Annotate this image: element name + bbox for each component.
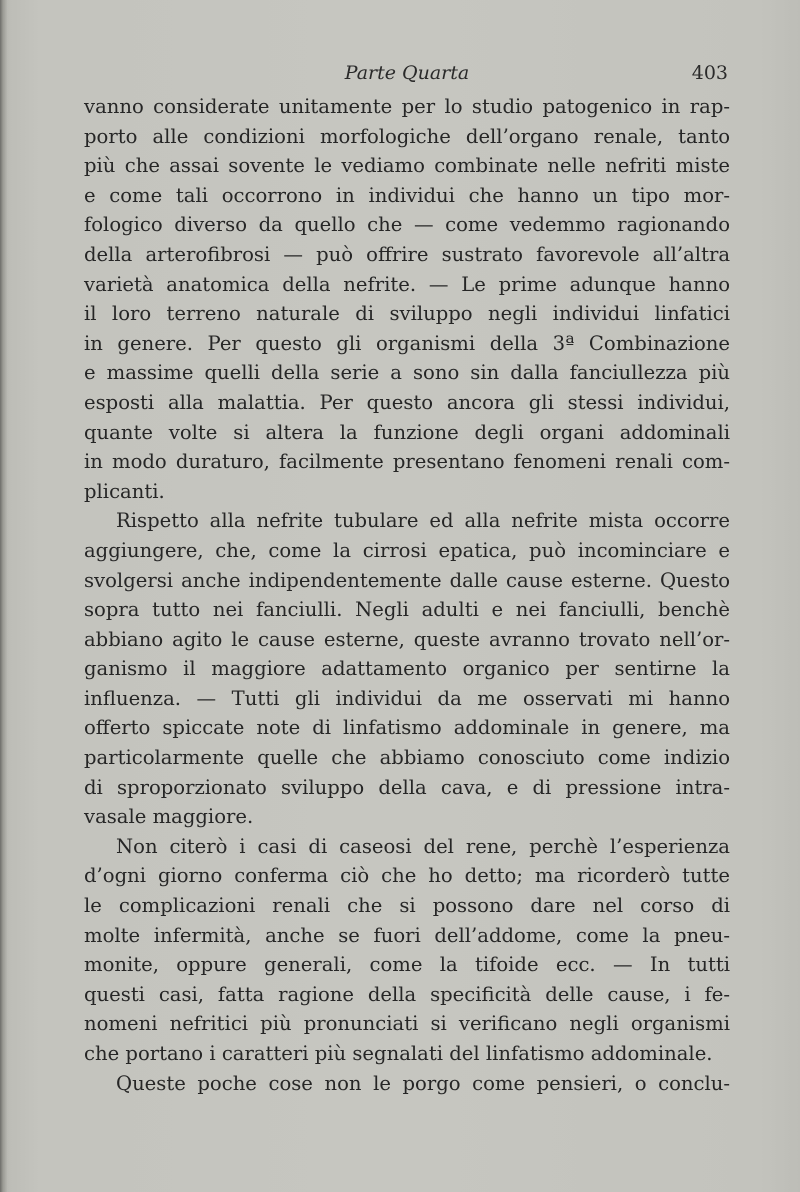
text-line: e come tali occorrono in individui che hanno un tipo mor-	[84, 183, 730, 207]
text-line: particolarmente quelle che abbiamo conosciuto come indizio	[84, 746, 730, 770]
text-line: il loro terreno naturale di sviluppo negli individui linfatici	[84, 302, 730, 326]
text-line: esposti alla malattia. Per questo ancora gli stessi individui,	[84, 390, 730, 414]
text-line: sopra tutto nei fanciulli. Negli adulti e nei fanciulli, benchè	[84, 598, 730, 622]
text-line: Non citerò i casi di caseosi del rene, perchè l’esperienza	[116, 834, 730, 858]
text-line: svolgersi anche indipendentemente dalle cause esterne. Questo	[84, 568, 730, 592]
paragraph	[84, 1069, 730, 1099]
text-line: in modo duraturo, facilmente presentano fenomeni renali com-	[84, 450, 730, 474]
text-line: vanno considerate unitamente per lo studio patogenico in rap-	[84, 95, 730, 118]
text-line: della arterofibrosi — può offrire sustrato favorevole all’altra	[84, 242, 730, 266]
text-line: e massime quelli della serie a sono sin dalla fanciullezza più	[84, 361, 730, 385]
text-line: nomeni nefritici più pronunciati si verificano negli organismi	[84, 1012, 730, 1036]
text-line: fologico diverso da quello che — come vedemmo ragionando	[84, 213, 730, 237]
text-line: varietà anatomica della nefrite. — Le prime adunque hanno	[84, 272, 730, 296]
text-line: influenza. — Tutti gli individui da me osservati mi hanno	[84, 686, 730, 710]
paragraph	[84, 92, 730, 506]
body-text	[84, 92, 730, 1098]
paragraph	[84, 506, 730, 832]
text-line: in genere. Per questo gli organismi della 3ª Combinazione	[84, 331, 730, 355]
text-line: Rispetto alla nefrite tubulare ed alla nefrite mista occorre	[116, 509, 730, 533]
page-number: 403	[691, 62, 728, 84]
text-line: di sproporzionato sviluppo della cava, e di pressione intra-	[84, 775, 730, 799]
text-line: abbiano agito le cause esterne, queste avranno trovato nell’or-	[84, 627, 730, 651]
text-line: porto alle condizioni morfologiche dell’organo renale, tanto	[84, 124, 730, 148]
text-line: le complicazioni renali che si possono dare nel corso di	[84, 894, 730, 918]
text-line: ganismo il maggiore adattamento organico per sentirne la	[84, 657, 730, 681]
paragraph	[84, 832, 730, 1069]
text-line: monite, oppure generali, come la tifoide ecc. — In tutti	[84, 953, 730, 977]
text-line: plicanti.	[84, 479, 165, 503]
text-line: offerto spiccate note di linfatismo addominale in genere, ma	[84, 716, 730, 740]
text-line: quante volte si altera la funzione degli organi addominali	[84, 420, 730, 444]
text-line: aggiungere, che, come la cirrosi epatica, può incominciare e	[84, 538, 730, 562]
text-line: più che assai sovente le vediamo combinate nelle nefriti miste	[84, 154, 730, 178]
text-line: vasale maggiore.	[84, 805, 254, 829]
running-head: Parte Quarta	[344, 62, 470, 84]
page-binding-edge	[0, 0, 7, 1192]
text-line: che portano i caratteri più segnalati del linfatismo addominale.	[84, 1042, 713, 1065]
text-line: questi casi, fatta ragione della specificità delle cause, i fe-	[84, 982, 730, 1006]
text-line: molte infermità, anche se fuori dell’addome, come la pneu-	[84, 923, 730, 947]
text-line: Queste poche cose non le porgo come pensieri, o conclu-	[116, 1071, 730, 1095]
page-header	[84, 58, 730, 88]
text-line: d’ogni giorno conferma ciò che ho detto; ma ricorderò tutte	[84, 864, 730, 888]
